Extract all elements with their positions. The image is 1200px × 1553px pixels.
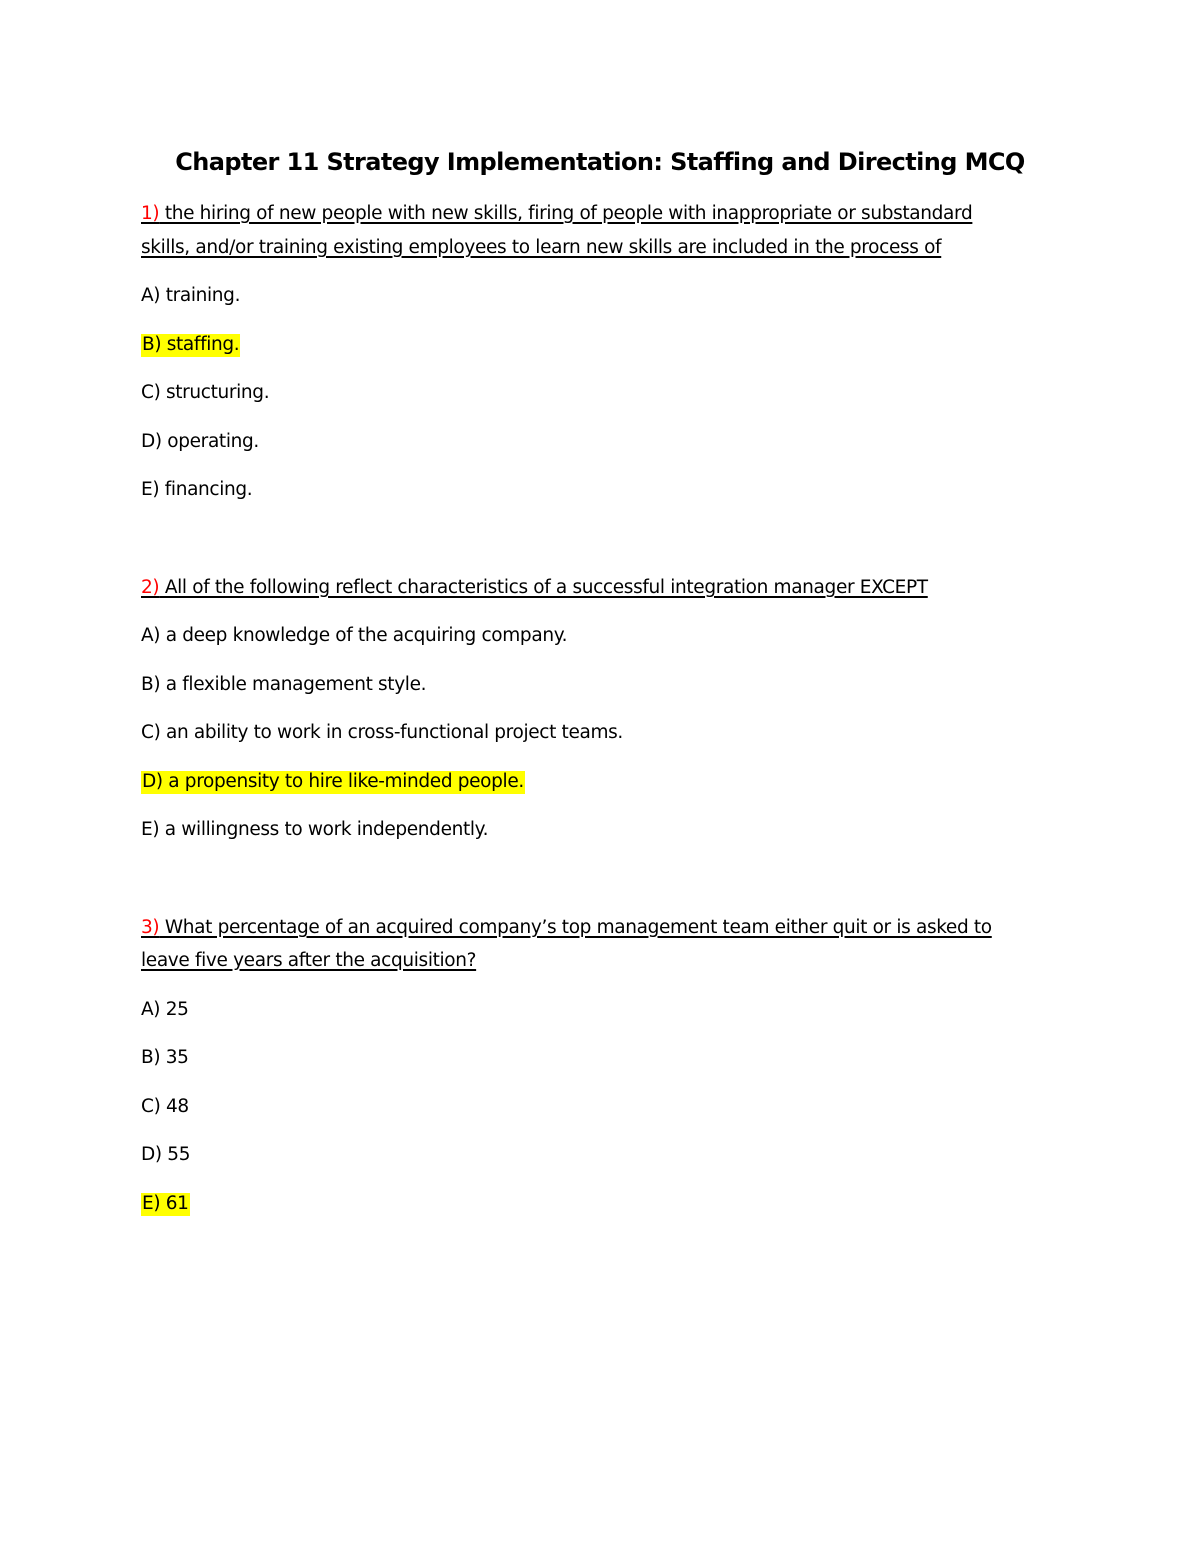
question-3-option-d: D) 55 xyxy=(141,1144,191,1165)
question-1-option-d: D) operating. xyxy=(141,431,259,452)
question-3-option-c: C) 48 xyxy=(141,1096,189,1117)
question-2-stem xyxy=(141,575,928,601)
question-2-option-a: A) a deep knowledge of the acquiring company. xyxy=(141,625,568,646)
question-1-stem xyxy=(141,201,972,227)
question-3-option-a: A) 25 xyxy=(141,999,189,1020)
question-2-option-b: B) a flexible management style. xyxy=(141,674,427,695)
question-3-stem xyxy=(141,915,992,941)
correct-answer-highlight: D) a propensity to hire like-minded people. xyxy=(142,771,524,792)
question-1-option-c: C) structuring. xyxy=(141,382,270,403)
question-2-stem-line1: All of the following reflect characteristics of a successful integration manager EXCEPT xyxy=(159,577,928,598)
question-1-stem-line1: the hiring of new people with new skills, firing of people with inappropriate or substandard xyxy=(159,203,973,224)
question-3-stem-line2: leave five years after the acquisition? xyxy=(141,950,477,971)
question-2-option-c: C) an ability to work in cross-functional project teams. xyxy=(141,722,623,743)
question-3-stem-line1: What percentage of an acquired company’s top management team either quit or is asked to xyxy=(159,917,992,938)
correct-answer-highlight: B) staffing. xyxy=(142,334,240,355)
question-3-option-e xyxy=(141,1191,190,1217)
question-1-option-b xyxy=(141,332,240,358)
question-1-number: 1) xyxy=(141,203,160,224)
correct-answer-highlight: E) 61 xyxy=(142,1193,189,1214)
question-3-number: 3) xyxy=(141,917,160,938)
question-1-option-e: E) financing. xyxy=(141,479,253,500)
question-2-number: 2) xyxy=(141,577,160,598)
question-2-option-e: E) a willingness to work independently. xyxy=(141,819,489,840)
question-1-stem-line2: skills, and/or training existing employees to learn new skills are included in the process of xyxy=(141,237,942,258)
question-3-option-b: B) 35 xyxy=(141,1047,189,1068)
question-1-option-a: A) training. xyxy=(141,285,241,306)
question-2-option-d xyxy=(141,769,525,795)
document-title: Chapter 11 Strategy Implementation: Staffing and Directing MCQ xyxy=(175,148,1025,176)
